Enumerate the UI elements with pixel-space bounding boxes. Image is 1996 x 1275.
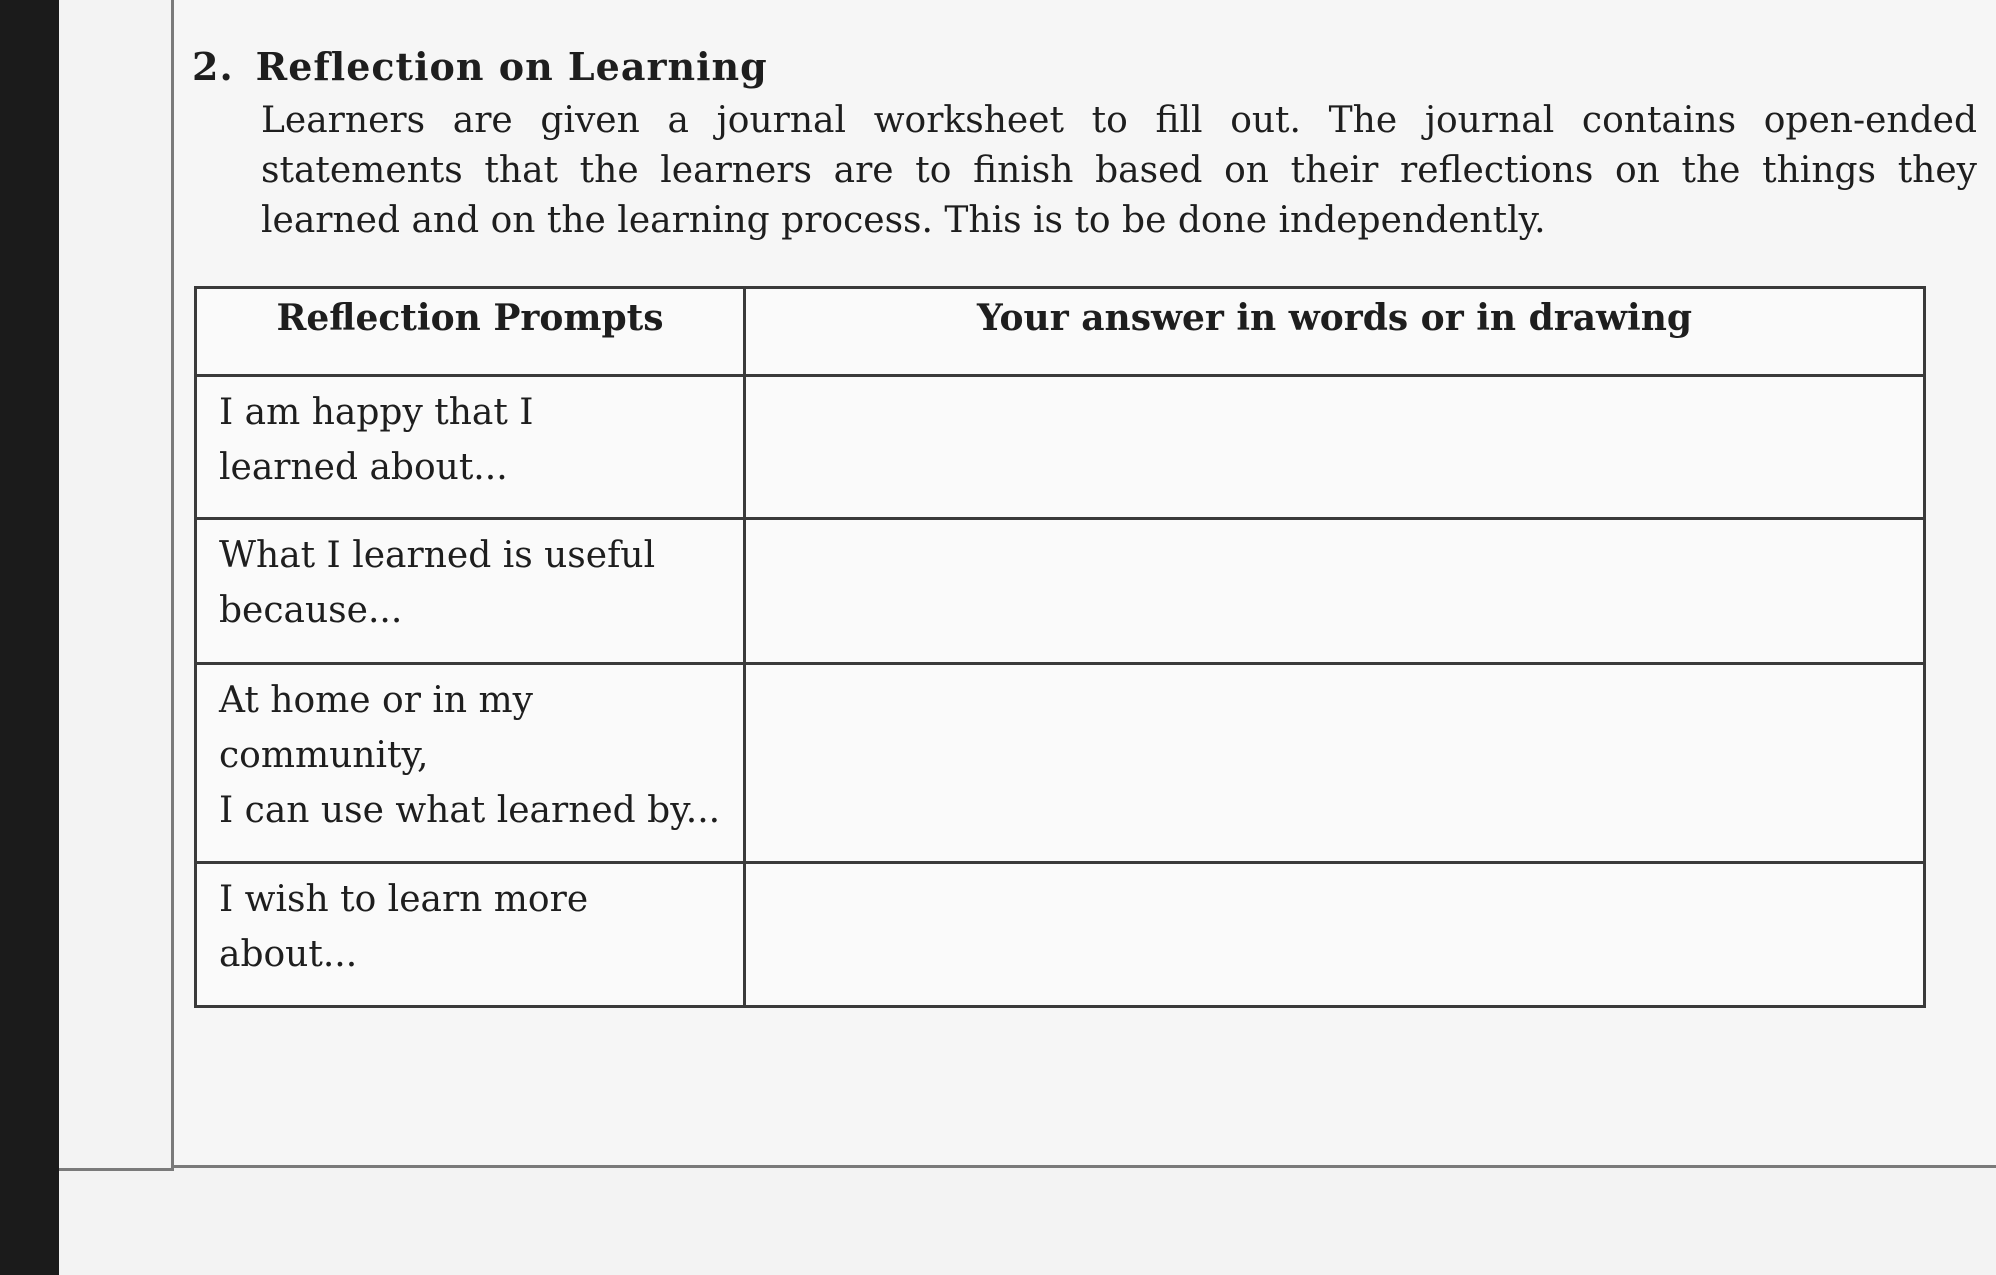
- prompt-text-line: I can use what learned by...: [219, 790, 721, 831]
- prompt-text-line: I wish to learn more: [219, 879, 589, 920]
- viewer-left-edge: [0, 0, 59, 1275]
- reflection-journal-table: [194, 286, 1926, 1008]
- table-header-row: [196, 288, 1925, 376]
- prompt-text-line: At home or in my community,: [219, 680, 533, 776]
- header-your-answer: Your answer in words or in drawing: [745, 288, 1925, 376]
- table-row: [196, 519, 1925, 664]
- section-heading: [192, 44, 768, 89]
- prompt-text-line: What I learned is useful: [219, 535, 656, 576]
- page-divider-line: [59, 1168, 174, 1171]
- prompt-text-line: about...: [219, 934, 358, 975]
- prompt-cell: [196, 664, 745, 863]
- section-number: 2.: [192, 44, 234, 89]
- table-row: [196, 664, 1925, 863]
- header-reflection-prompts: Reflection Prompts: [196, 288, 745, 376]
- prompt-text-line: because...: [219, 590, 403, 631]
- prompt-text-line: I am happy that I: [219, 392, 534, 433]
- prompt-cell: [196, 376, 745, 519]
- answer-cell[interactable]: [745, 519, 1925, 664]
- answer-cell[interactable]: [745, 863, 1925, 1007]
- table-row: [196, 376, 1925, 519]
- section-title: Reflection on Learning: [255, 44, 768, 89]
- answer-cell[interactable]: [745, 376, 1925, 519]
- answer-cell[interactable]: [745, 664, 1925, 863]
- table-row: [196, 863, 1925, 1007]
- intro-paragraph: Learners are given a journal worksheet to fill out. The journal contains open-ended statements that the learners are to finish based on their reflections on the things they learned and on the learning process. This is to be done independently.: [261, 100, 1977, 241]
- prompt-cell: [196, 519, 745, 664]
- prompt-text-line: learned about...: [219, 447, 508, 488]
- document-page: [59, 0, 1996, 1275]
- prompt-cell: [196, 863, 745, 1007]
